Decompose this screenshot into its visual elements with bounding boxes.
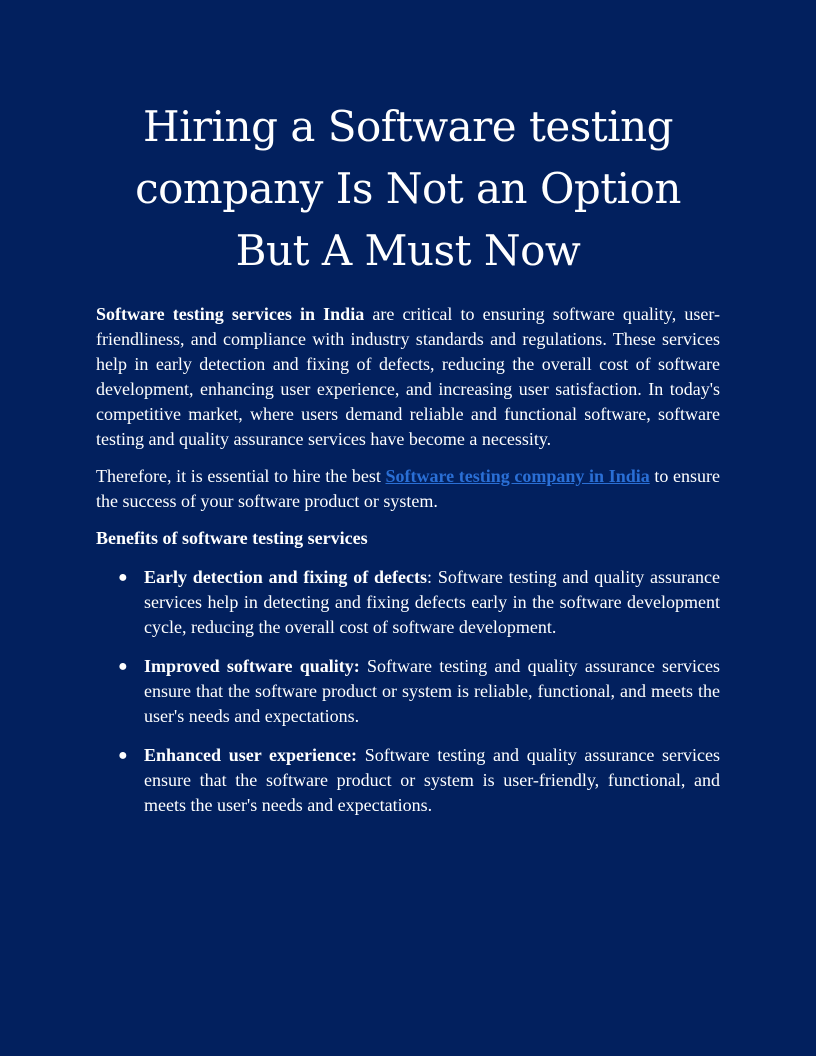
page-title: Hiring a Software testing company Is Not an Option But A Must Now: [135, 102, 681, 275]
benefit-term: Early detection and fixing of defects: [144, 567, 428, 587]
bullet-dot-icon: ●: [118, 658, 128, 675]
intro-paragraph: [96, 302, 720, 452]
benefits-heading: Benefits of software testing services: [96, 528, 368, 548]
benefit-text: Software testing and quality assurance services ensure that the software product or system is user-friendly, functional, and meets the user's needs and expectations.: [144, 745, 720, 815]
benefit-text: Software testing and quality assurance services help in detecting and fixing defects early in the software development cycle, reducing the overall cost of software development.: [144, 567, 720, 637]
bullet-dot-icon: ●: [118, 569, 128, 586]
list-item: [118, 654, 720, 729]
benefit-text: Software testing and quality assurance services ensure that the software product or system is reliable, functional, and meets the user's needs and expectations.: [144, 656, 720, 726]
hire-text-after: to ensure the success of your software product or system.: [96, 466, 720, 511]
list-item: [118, 565, 720, 640]
benefit-separator: :: [427, 567, 433, 587]
intro-text: are critical to ensuring software quality, user-friendliness, and compliance with industry standards and regulations. These services help in early detection and fixing of defects, reducing the overall cost of software development, enhancing user experience, and increasing user satisfaction. In today's competitive market, where users demand reliable and functional software, software testing and quality assurance services have become a necessity.: [96, 304, 720, 449]
benefit-term: Improved software quality:: [144, 656, 360, 676]
intro-bold-lead: Software testing services in India: [96, 304, 365, 324]
hire-paragraph: [96, 464, 720, 514]
hire-text-before: Therefore, it is essential to hire the best: [96, 466, 386, 486]
benefits-list: [96, 565, 720, 818]
benefit-term: Enhanced user experience:: [144, 745, 358, 765]
list-item: [118, 743, 720, 818]
bullet-dot-icon: ●: [118, 747, 128, 764]
software-testing-company-link[interactable]: Software testing company in India: [385, 466, 650, 486]
